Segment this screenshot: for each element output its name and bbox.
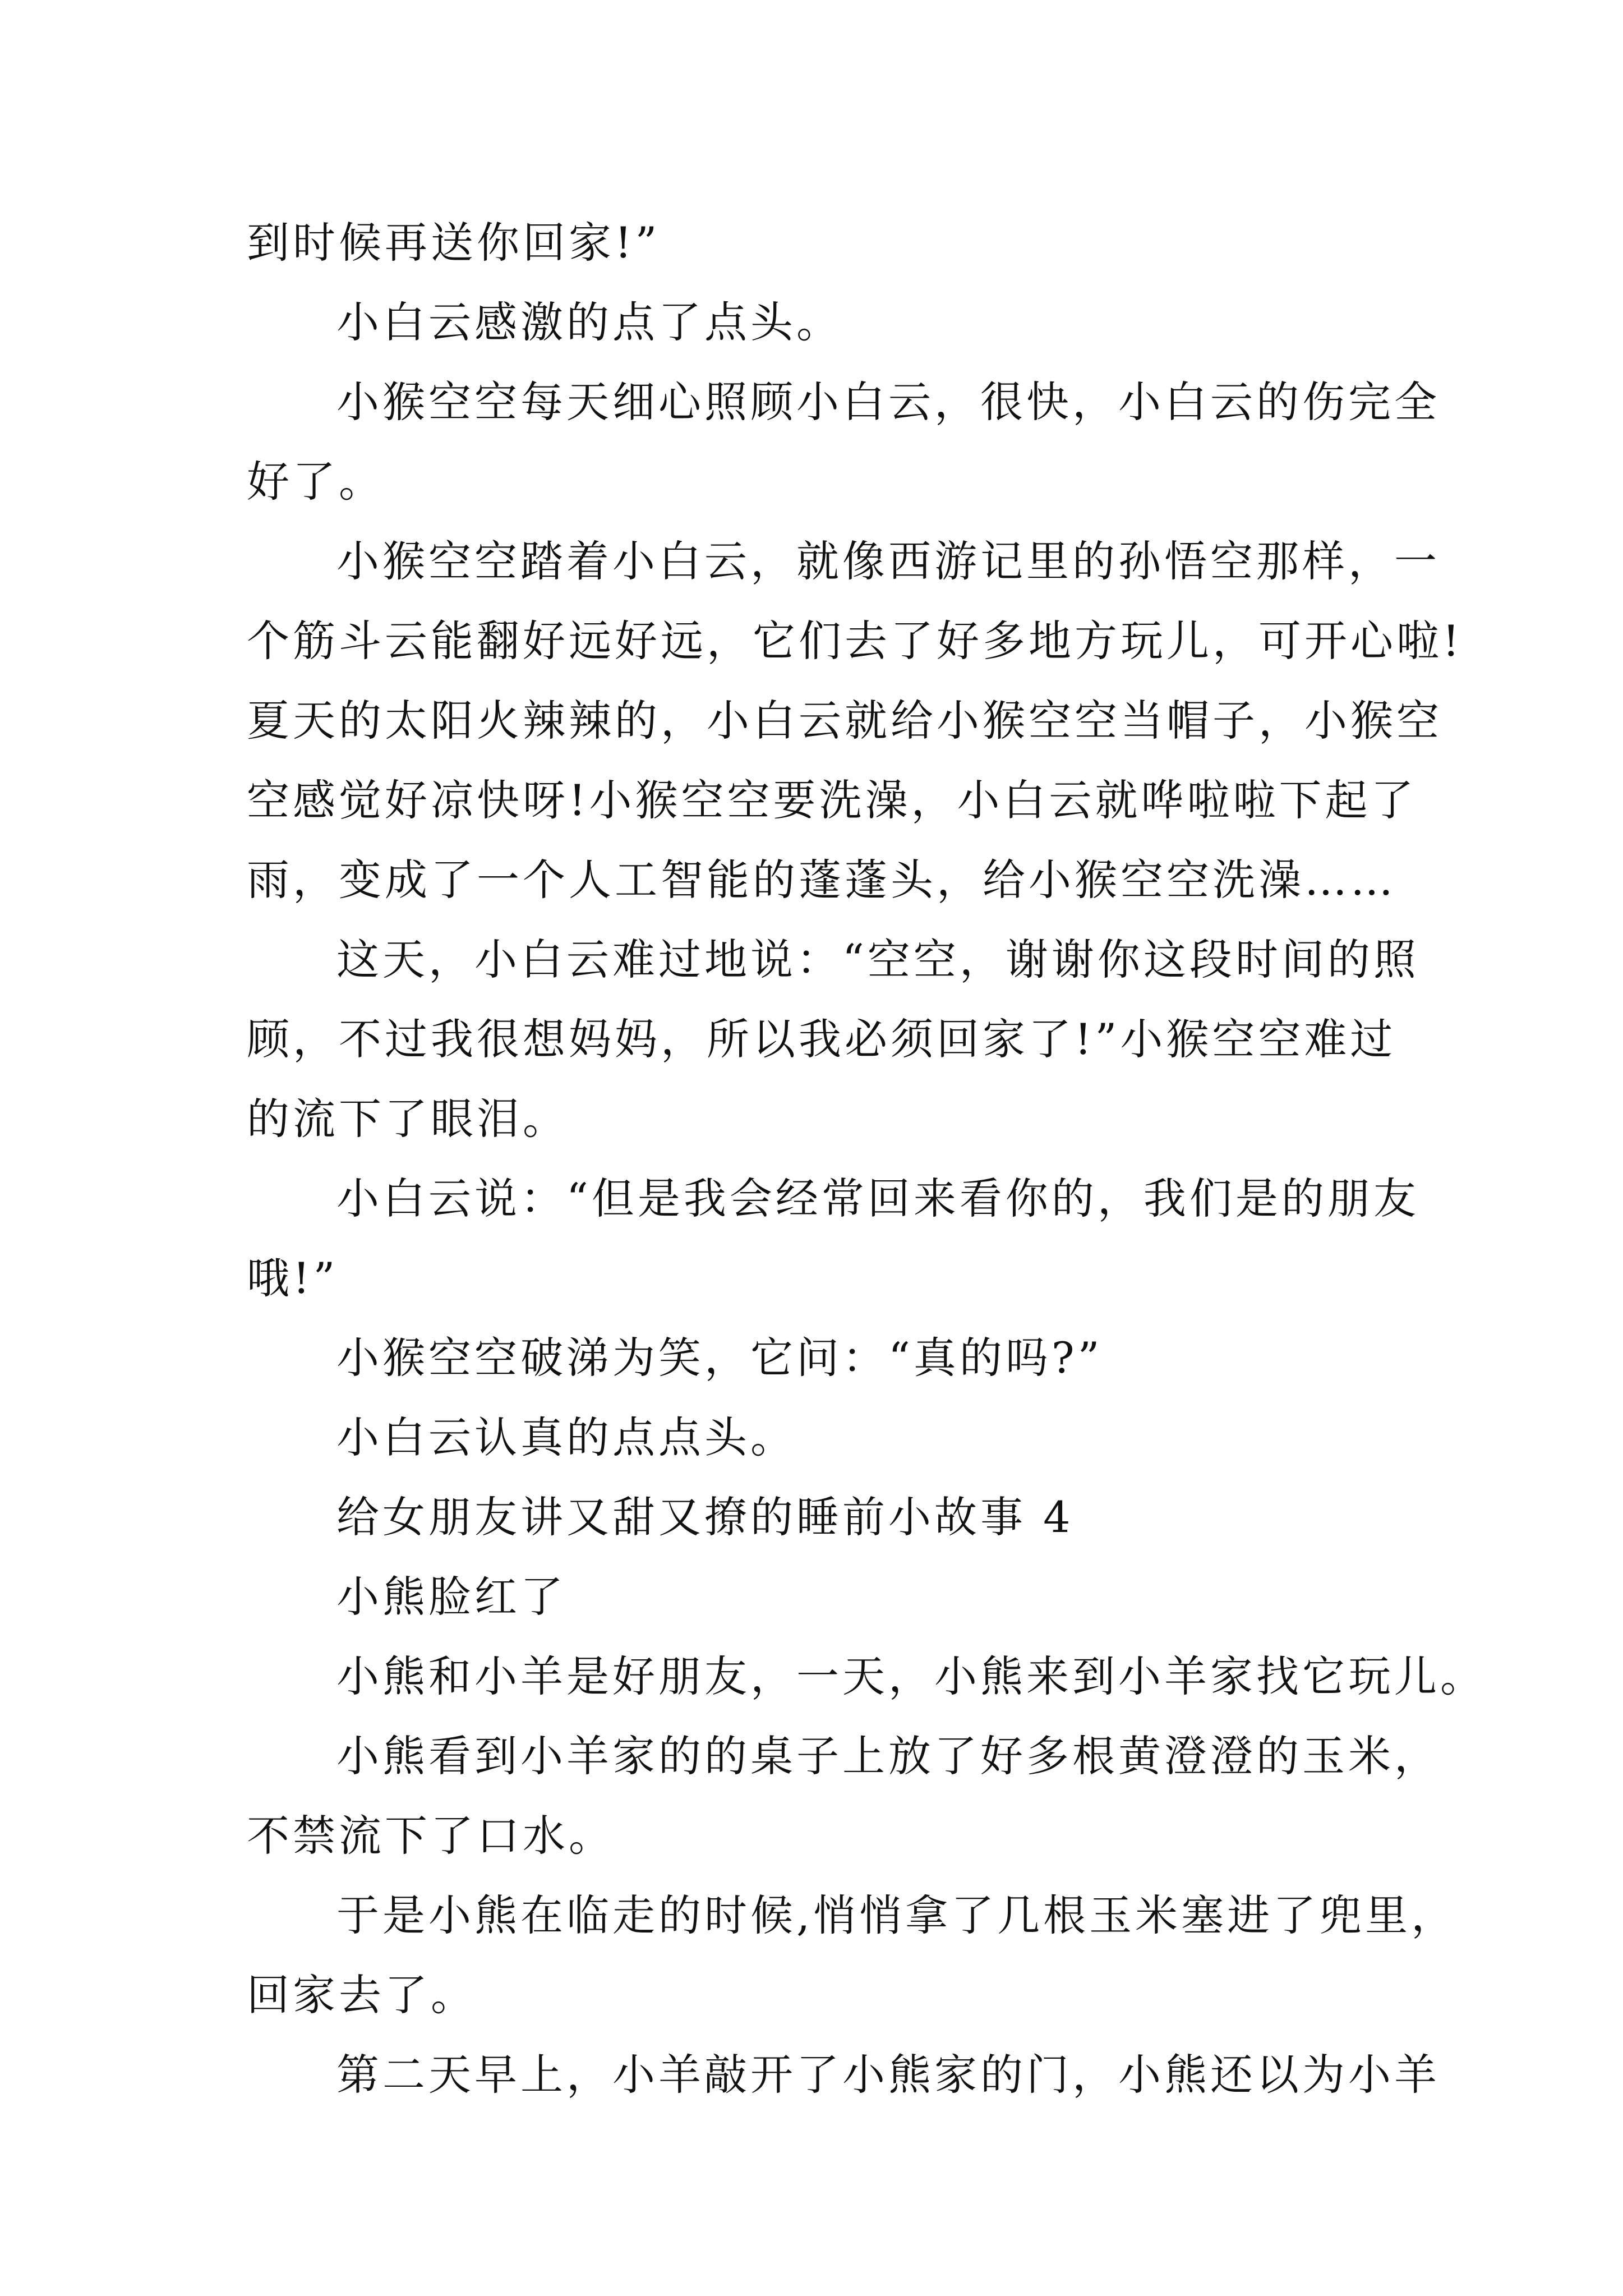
text-line: 雨，变成了一个人工智能的蓬蓬头，给小猴空空洗澡…… [247,855,1396,905]
text-line: 这天，小白云难过地说：“空空，谢谢你这段时间的照 [336,935,1419,984]
text-line: 到时候再送你回家!” [247,218,661,268]
section-heading: 给女朋友讲又甜又撩的睡前小故事 4 [336,1492,1074,1542]
text-line: 小白云感激的点了点头。 [336,297,842,347]
text-line: 小猴空空破涕为笑，它问：“真的吗?” [336,1333,1103,1383]
text-line: 的流下了眼泪。 [247,1094,569,1144]
text-line: 好了。 [247,457,385,507]
text-line: 小熊和小羊是好朋友，一天，小熊来到小羊家找它玩儿。 [336,1651,1486,1701]
text-line: 顾，不过我很想妈妈，所以我必须回家了!”小猴空空难过 [247,1014,1396,1064]
story-title: 小熊脸红了 [336,1572,566,1622]
text-line: 第二天早上，小羊敲开了小熊家的门，小熊还以为小羊 [336,2050,1440,2100]
text-line: 小白云说：“但是我会经常回来看你的，我们是的朋友 [336,1174,1419,1223]
text-line: 小白云认真的点点头。 [336,1412,796,1462]
text-line: 小熊看到小羊家的的桌子上放了好多根黄澄澄的玉米， [336,1731,1440,1781]
text-line: 夏天的太阳火辣辣的，小白云就给小猴空空当帽子，小猴空 [247,696,1442,746]
text-line: 空感觉好凉快呀!小猴空空要洗澡，小白云就哗啦啦下起了 [247,775,1417,825]
text-line: 不禁流下了口水。 [247,1811,615,1861]
text-line: 于是小熊在临走的时候,悄悄拿了几根玉米塞进了兜里， [336,1890,1458,1940]
story-text [247,203,1486,2115]
text-line: 小猴空空踏着小白云，就像西游记里的孙悟空那样，一 [336,536,1440,586]
text-line: 回家去了。 [247,1970,477,2020]
text-line: 小猴空空每天细心照顾小白云，很快，小白云的伤完全 [336,377,1440,427]
text-line: 个筋斗云能翻好远好远，它们去了好多地方玩儿，可开心啦! [247,616,1463,666]
text-line: 哦!” [247,1253,339,1303]
